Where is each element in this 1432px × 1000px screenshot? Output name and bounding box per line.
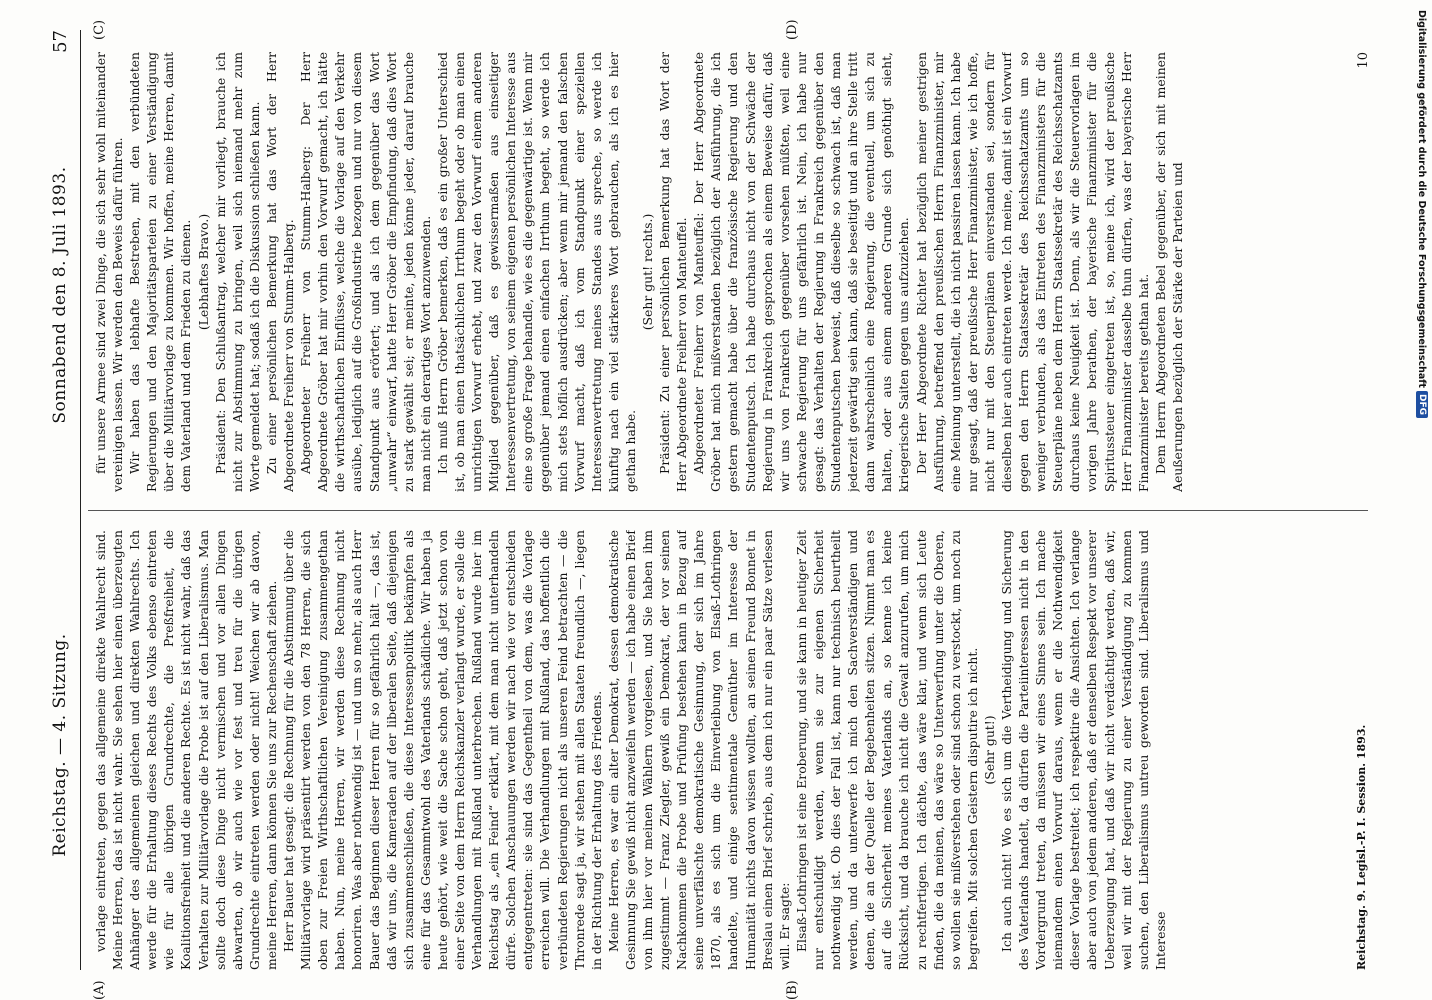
funding-side-note <box>1412 10 1430 990</box>
right-interjection-1: (Lebhaftes Bravo.) <box>195 213 211 331</box>
left-quote: Elsaß-Lothringen ist eine Eroberung, und sie kann in heutiger Zeit nur entschuldigt werden, wenn sie zur eigenen Sicherheit nothwendig ist. Ob dies der Fall ist, kann nur technisch beurtheilt werden, und da unterwerfe ich mich den Sachverständigen und denen, die an der Quelle der Begebenheiten sitzen. Nimmt man es auf die Sicherheit meines Vaterlands an, so kenne ich keine Rücksicht, und da brauche ich nicht die Gewalt anzurufen, um mich zu rechtfertigen. Ich dächte, das wäre klar, und wenn sich Leute finden, die da meinen, das wäre so Unterwerfung unter die Oberen, so wollen sie mißverstehen oder sind schon zu verstockt, um noch zu begreifen. Mit solchen Geistern disputire ich nicht. <box>793 530 980 970</box>
right-column <box>92 52 1372 492</box>
column-number: 10 <box>1356 52 1371 69</box>
left-column <box>92 530 1372 970</box>
right-paragraph-3: Zu einer persönlichen Bemerkung hat das Wort der Herr Abgeordnete Freiherr von Stumm-Halberg. <box>263 52 297 492</box>
marker-c: (C) <box>92 19 107 40</box>
left-interjection: (Sehr gut!) <box>981 715 997 785</box>
right-stumm-speech: Abgeordneter Freiherr von Stumm-Halberg: Der Herr Abgeordnete Gröber hat mir vorhin den Vorwurf gemacht, ich hätte die wirthschaftlichen Einflüsse, welche die Vorlage auf den Verkehr ausübe, lediglich auf die Großindustrie bezogen und nur von diesem Standpunkt aus erörtert; und als ich dem gegenüber das Wort „unwahr“ einwarf, hatte Herr Gröber die Empfindung, daß dies Wort zu stark gewählt sei; er meinte, jeden könne jeder, darauf brauche man nicht ein derartiges Wort anzuwenden. <box>298 52 433 492</box>
left-paragraph-3: Meine Herren, es war ein alter Demokrat, dessen demokratische Gesinnung Sie gewiß nicht anzweifeln werden — ich habe einen Brief von ihm hier vor meinen Wählern vorgelesen, und Sie haben ihm zugestimmt — Franz Ziegler, gewiß ein Demokrat, der vor seinen Nachkommen die Probe und Prüfung bestehen kann in Bezug auf seine unverfälschte demokratische Gesinnung, der sich im Jahre 1870, als es sich um die Einverleibung von Elsaß-Lothringen handelte, und einige sentimentale Gemüther im Interesse der Humanität nichts davon wissen wollten, an seinen Freund Bonnet in Breslau einen Brief schrieb, aus dem ich nur ein paar Sätze verlesen will. Er sagte: <box>605 530 792 970</box>
footer-note: Reichstag. 9. Legisl.-P. I. Session. 1893. <box>1355 724 1368 970</box>
rotated-content <box>40 19 1380 1000</box>
funding-text: Digitalisierung gefördert durch die Deutsche Forschungsgemeinschaft <box>1416 10 1428 388</box>
marker-a: (A) <box>92 980 107 1000</box>
dfg-logo-icon: DFG <box>1416 391 1428 418</box>
right-manteuffel-speech: Abgeordneter Freiherr von Manteuffel: Der Herr Abgeordnete Gröber hat mich mißverstanden bezüglich der Ausführung, die ich gestern gemacht habe über die französische Regierung und den Studentenputsch. Ich habe durchaus nicht von der Schwäche der Regierung in Frankreich gesprochen als einem Beweise dafür, daß wir uns von Frankreich gegenüber vorsehen müßten, weil eine schwache Regierung für uns gefährlich ist. Nein, ich habe nur gesagt: das Verhalten der Regierung in Frankreich gegenüber den Studentenputschen beweist, daß dieselbe so schwach ist, daß man jederzeit gewärtig sein kann, daß sie beseitigt und an ihre Stelle tritt dann wahrscheinlich eine Regierung, die eventuell, um sich zu halten, oder aus einem anderen Grunde sich genöthigt sieht, kriegerische Saiten gegen uns aufzuziehen. <box>691 52 912 492</box>
page-header <box>40 30 81 970</box>
right-president-2: Präsident: Zu einer persönlichen Bemerkung hat das Wort der Herr Abgeordnete Freiherr von Manteuffel. <box>657 52 690 492</box>
marker-d: (D) <box>785 19 800 40</box>
right-president-1: Präsident: Den Schlußantrag, welcher mir vorliegt, brauche ich nicht zur Abstimmung zu bringen, weil sich niemand mehr zum Worte gemeldet hat; sodaß ich die Diskussion schließen kann. <box>212 52 262 492</box>
header-left: Reichstag. — 4. Sitzung. <box>50 633 70 857</box>
left-paragraph-2: Herr Bauer hat gesagt: die Rechnung für die Abstimmung über die Militärvorlage wird präsentirt werden von den 78 Herren, die sich oben zur Freien Wirthschaftlichen Vereinigung zusammengethan haben. Nun, meine Herren, wir werden diese Rechnung nicht honoriren. Was aber nothwendig ist — und um so mehr, als auch Herr Bauer das Beginnen dieser Herren für so gefährlich hält —, das ist, daß wir uns, die Kameraden auf der liberalen Seite, daß diejenigen sich zusammenschließen, die diese Interessenpolitik bekämpfen als eine für das Gesammtwohl des Vaterlands schädliche. Wir haben ja heute gehört, wie weit die Sache schon geht, daß jetzt schon von einer Seite von dem Herrn Reichskanzler verlangt wurde, er solle die Verhandlungen mit Rußland unterbrechen. Rußland wurde hier im Reichstag als „ein Feind“ erklärt, mit dem man nicht unterhandeln dürfe. Solchen Anschauungen werden wir nach wie vor entschieden entgegentreten: sie sind das Gegentheil von dem, was die Vorlage erreichen will. Die Verhandlungen mit Rußland, das hoffentlich die verbündeten Regierungen nicht als unseren Feind betrachten — die Thronrede sagt ja, wir stehen mit allen Staaten freundlich —, liegen in der Richtung der Erhaltung des Friedens. <box>281 530 604 970</box>
page-number: 57 <box>49 30 71 53</box>
right-paragraph-7: Der Herr Abgeordnete Richter hat bezüglich meiner gestrigen Ausführung, betreffend den preußischen Herrn Finanzminister, mir eine Meinung unterstellt, die ich nicht passiren lassen kann. Ich habe nur gesagt, daß der preußische Herr Finanzminister, wie ich hoffe, nicht nur mit den Steuerplänen einverstanden sei, sondern für dieselben hier auch eintreten werde. Ich meine, damit ist ein Vorwurf gegen den Herrn Staatssekretär des Reichsschatzamts um so weniger verbunden, als das Eintreten des Finanzministers für die Steuerpläne neben dem Herrn Staatssekretär des Reichsschatzamts durchaus keine Neuigkeit ist. Denn, als wir die Steuervorlagen im vorigen Jahre berathen, der bayerische Finanzminister für die Spiritussteuer eingetreten ist, so, meine ich, wird der preußische Herr Finanzminister dasselbe thun dürfen, was der bayerische Herr Finanzminister bereits gethan hat. <box>913 52 1151 492</box>
right-paragraph-2: Wir haben das lebhafte Bestreben, mit den verbündeten Regierungen und den Majoritätsparteien zu einer Verständigung über die Militärvorlage zu kommen. Wir hoffen, meine Herren, damit dem Vaterland und dem Frieden zu dienen. <box>127 52 194 492</box>
right-paragraph-1: für unsere Armee sind zwei Dinge, die sich sehr wohl miteinander vereinigen lassen. Wir werden den Beweis dafür führen. <box>93 52 126 492</box>
header-right: Sonnabend den 8. Juli 1893. <box>50 166 70 424</box>
left-paragraph-4: Ich auch nicht! Wo es sich um die Vertheidigung und Sicherung des Vaterlands handelt, da dürfen die Parteiinteressen nicht in den Vordergrund treten, da müssen wir eines Sinnes sein. Ich mache niemandem einen Vorwurf daraus, wenn er die Nothwendigkeit dieser Vorlage bestreitet; ich respektire die Ansichten. Ich verlange aber auch von jedem anderen, daß er denselben Respekt vor unserer Ueberzeugung hat, und daß wir nicht verdächtigt werden, daß wir, weil wir mit der Regierung zu einer Verständigung zu kommen suchen, den Liberalismus untreu geworden sind. Liberalismus und Interesse <box>998 530 1168 970</box>
right-paragraph-8: Dem Herrn Abgeordneten Bebel gegenüber, der sich mit meinen Aeußerungen bezüglich der Stärke der Parteien und <box>1152 52 1185 492</box>
right-interjection-2: (Sehr gut! rechts.) <box>640 213 655 331</box>
left-paragraph-1: vorlage eintreten, gegen das allgemeine direkte Wahlrecht sind. Meine Herren, das ist nicht wahr. Sie sehen hier einen überzeugten Anhänger des allgemeinen gleichen und direkten Wahlrechts. Ich werde für die Erhaltung dieses Rechts des Volks ebenso eintreten wie für alle übrigen Grundrechte, die Preßfreiheit, die Koalitionsfreiheit und die anderen Rechte. Es ist nicht wahr, daß das Verhalten zur Militärvorlage die Probe ist auf den Liberalismus. Man sollte doch diese Dinge nicht vermischen und vor allen Dingen abwarten, ob wir auch wie vor fest und treu für die übrigen Grundrechte eintreten werden oder nicht! Weichen wir ab davon, meine Herren, dann können Sie uns zur Rechenschaft ziehen. <box>93 530 279 970</box>
marker-b: (B) <box>785 980 800 1000</box>
column-divider <box>88 510 1368 511</box>
right-paragraph-5: Ich muß Herrn Gröber bemerken, daß es ein großer Unterschied ist, ob man einen thatsächlichen Irrthum begeht oder ob man einen unrichtigen Vorwurf erhebt, und zwar den Vorwurf einem anderen Mitglied gegenüber, daß es gewissermaßen aus einseitiger Interessenvertretung, von seinem eigenen persönlichen Interesse aus eine so große Frage behandle, wie es die gegenwärtige ist. Wenn mir gegenüber jemand einen einfachen Irrthum begeht, so werde ich mich stets höflich ausdrücken; aber wenn mir jemand den falschen Vorwurf macht, daß ich vom Standpunkt einer speziellen Interessenvertretung meines Standes aus spreche, so werde ich künftig nach ein viel stärkeres Wort gebrauchen, als ich es hier gethan habe. <box>434 52 638 492</box>
